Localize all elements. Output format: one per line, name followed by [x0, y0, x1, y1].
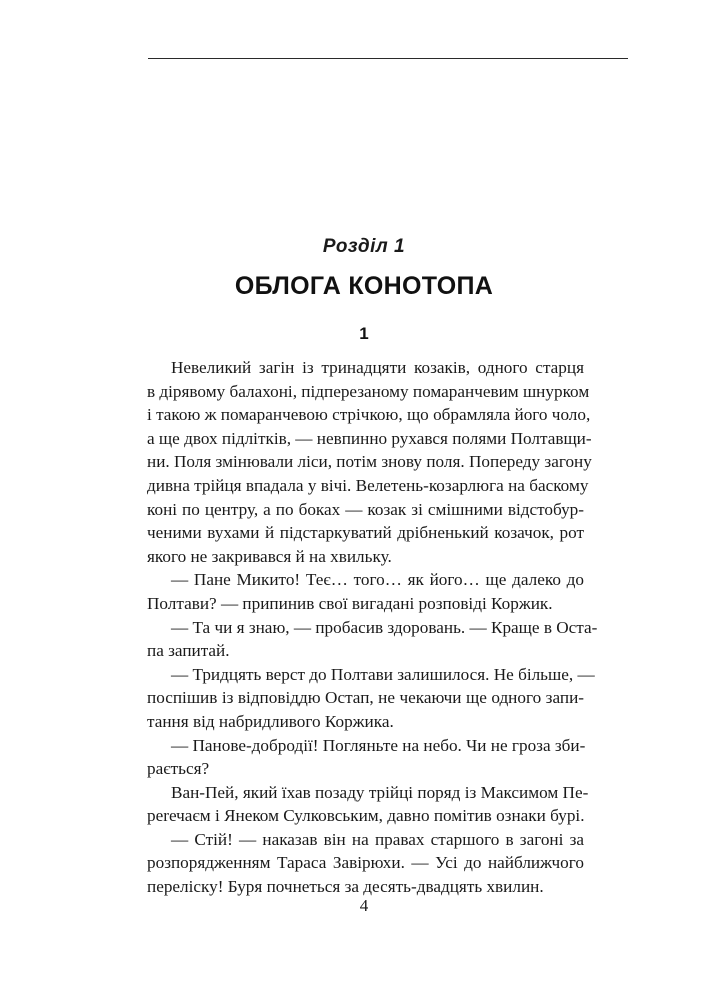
- text-line: — Панове-добродії! Погляньте на небо. Чи не гроза зби-: [171, 735, 586, 755]
- text-line: — Та чи я знаю, — пробасив здоровань. — Краще в Оста-: [171, 617, 598, 637]
- body-text: [147, 356, 598, 899]
- text-line: Невеликий загін із тринадцяти козаків, одного старця: [171, 358, 584, 377]
- text-line: дивна трійця впадала у вічі. Велетень-козарлюга на баскому: [147, 475, 589, 495]
- section-number: 1: [359, 324, 369, 343]
- text-line: Полтави? — припинив свої вигадані розповіді Коржик.: [147, 593, 553, 613]
- page-number: 4: [359, 896, 369, 915]
- text-line: — Стій! — наказав він на правах старшого в загоні за: [171, 829, 584, 849]
- text-line: в дірявому балахоні, підперезаному помаранчевим шнурком: [147, 381, 590, 401]
- text-line: рається?: [147, 759, 210, 779]
- text-line: переліску! Буря почнеться за десять-двадцять хвилин.: [147, 877, 544, 897]
- text-line: і такою ж помаранчевою стрічкою, що обрамляла його чоло,: [147, 405, 591, 425]
- text-line: тання від набридливого Коржика.: [147, 711, 394, 731]
- text-line: — Пане Микито! Теє… того… як його… ще далеко до: [171, 570, 584, 590]
- text-line: Ван-Пей, який їхав позаду трійці поряд із Максимом Пе-: [171, 782, 589, 802]
- text-line: коні по центру, а по боках — козак зі смішними відстобур-: [147, 499, 584, 519]
- chapter-label: Розділ 1: [322, 236, 406, 257]
- text-line: розпорядженням Тараса Завірюхи. — Усі до найближчого: [147, 853, 584, 873]
- header-rule: [148, 58, 628, 59]
- text-line: perечаєм і Янеком Сулковським, давно помітив ознаки бурі.: [147, 806, 585, 826]
- text-line: ченими вухами й підстаркуватий дрібненький козачок, рот: [147, 523, 584, 543]
- text-line: ни. Поля змінювали ліси, потім знову поля. Попереду загону: [147, 452, 592, 472]
- text-line: поспішив із відповіддю Остап, не чекаючи ще одного запи-: [147, 688, 584, 708]
- text-line: па запитай.: [147, 641, 230, 661]
- text-line: а ще двох підлітків, — невпинно рухався полями Полтавщи-: [147, 428, 592, 448]
- text-line: — Тридцять верст до Полтави залишилося. Не більше, —: [171, 664, 595, 684]
- text-line: якого не закривався й на хвильку.: [147, 546, 392, 566]
- chapter-title: ОБЛОГА КОНОТОПА: [234, 272, 494, 300]
